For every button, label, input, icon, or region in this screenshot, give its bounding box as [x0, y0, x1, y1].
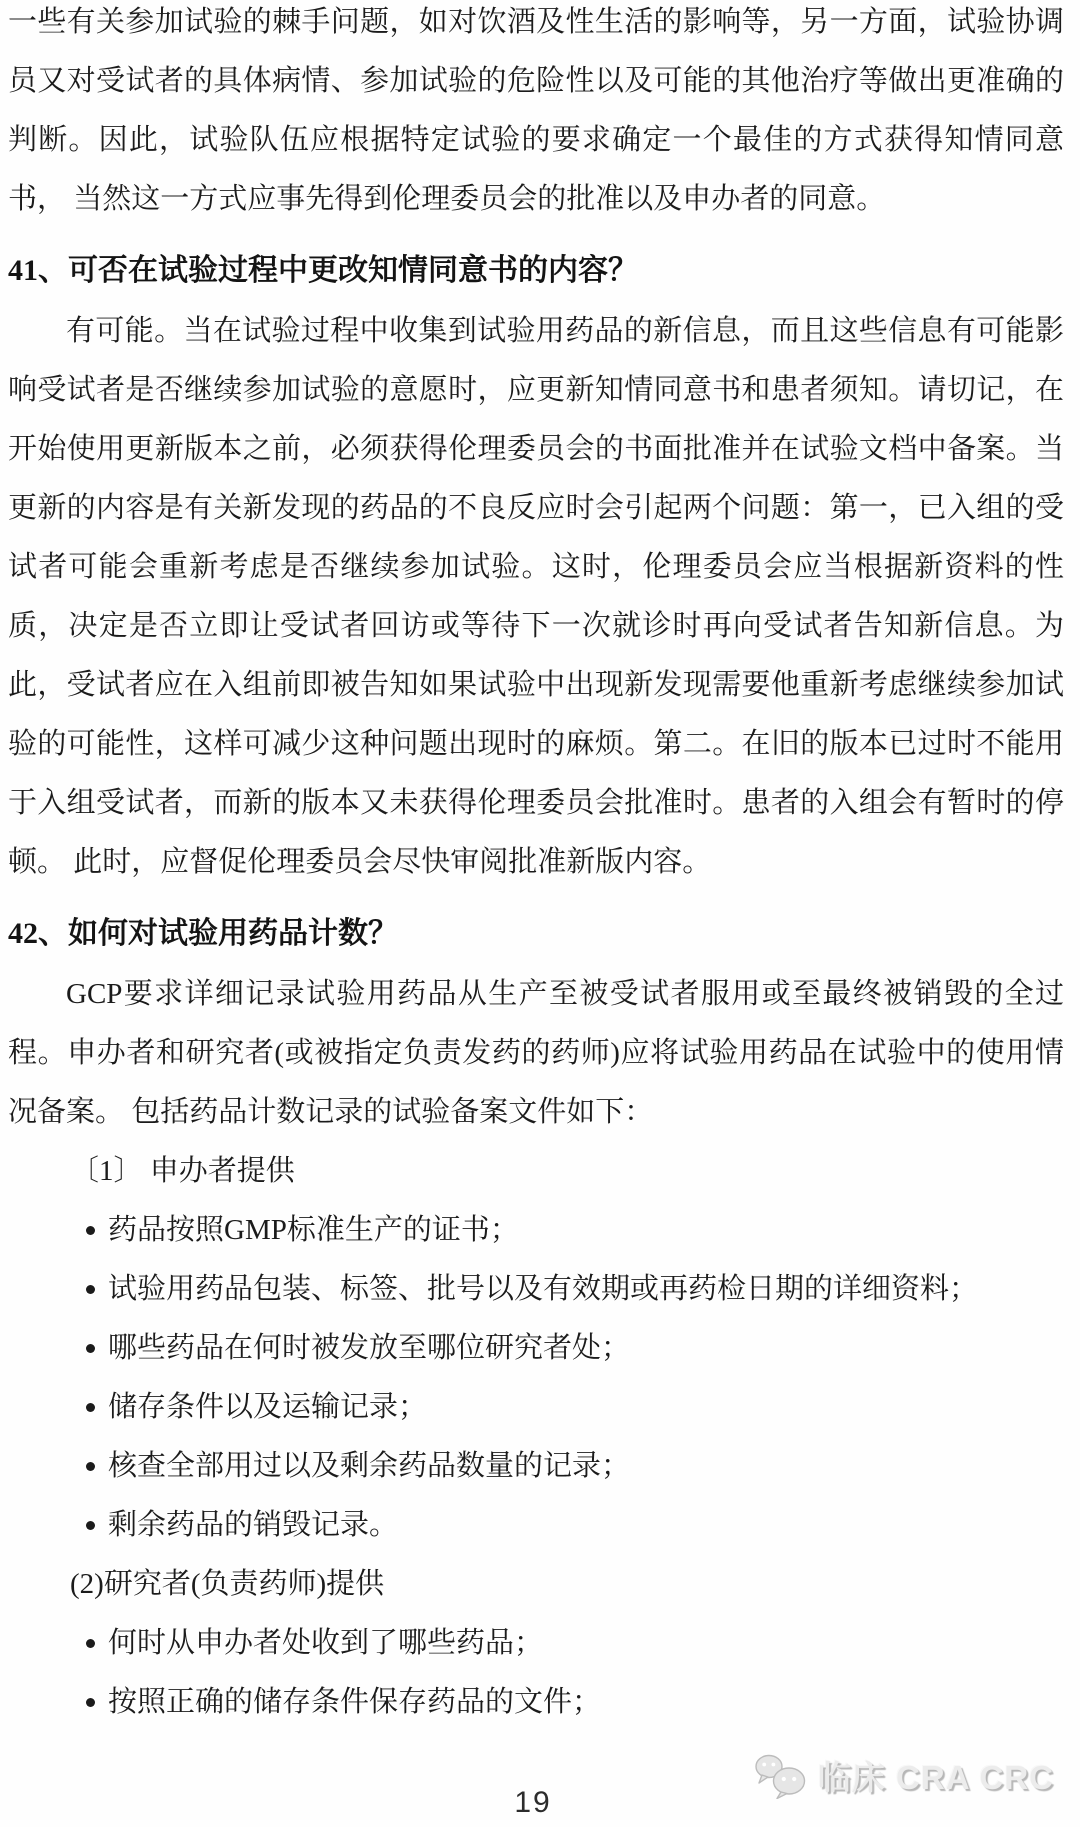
list-item-text: 储存条件以及运输记录； — [108, 1391, 428, 1423]
page-content — [8, 0, 1064, 1732]
paragraph: 一些有关参加试验的棘手问题，如对饮酒及性生活的影响等，另一方面，试验协调员又对受试者的具体病情、参加试验的危险性以及可能的其他治疗等做出更准确的判断。因此，试验队伍应根据特定试验的要求确定一个最佳的方式获得知情同意书， 当然这一方式应事先得到伦理委员会的批准以及申办者的同意。 — [8, 6, 1064, 215]
list-item — [8, 1201, 1064, 1260]
list-item — [8, 1260, 1064, 1319]
paragraph: 有可能。当在试验过程中收集到试验用药品的新信息，而且这些信息有可能影响受试者是否继续参加试验的意愿时，应更新知情同意书和患者须知。请切记，在开始使用更新版本之前，必须获得伦理委员会的书面批准并在试验文档中备案。当更新的内容是有关新发现的药品的不良反应时会引起两个问题：第一，已入组的受试者可能会重新考虑是否继续参加试验。这时，伦理委员会应当根据新资料的性质，决定是否立即让受试者回访或等待下一次就诊时再向受试者告知新信息。为此，受试者应在入组前即被告知如果试验中出现新发现需要他重新考虑继续参加试验的可能性，这样可减少这种问题出现时的麻烦。第二。在旧的版本已过时不能用于入组受试者，而新的版本又未获得伦理委员会批准时。患者的入组会有暂时的停顿。 此时，应督促伦理委员会尽快审阅批准新版内容。 — [8, 315, 1064, 878]
list-item — [8, 1673, 1064, 1732]
bullet-icon — [86, 1698, 95, 1707]
bullet-icon — [86, 1403, 95, 1412]
list-item-text: 按照正确的储存条件保存药品的文件； — [108, 1686, 602, 1718]
list-group-label: (2)研究者(负责药师)提供 — [70, 1568, 385, 1600]
list-item — [8, 1496, 1064, 1555]
list-item-text: 核查全部用过以及剩余药品数量的记录； — [108, 1450, 631, 1482]
list-item — [8, 1319, 1064, 1378]
bullet-icon — [86, 1639, 95, 1648]
bullet-icon — [86, 1285, 95, 1294]
list-item-text: 哪些药品在何时被发放至哪位研究者处； — [108, 1332, 631, 1364]
list-item-text: 剩余药品的销毁记录。 — [108, 1509, 399, 1541]
watermark-text: 临床 CRA CRC — [817, 1759, 1054, 1796]
list-item — [8, 1378, 1064, 1437]
list-group-label: 〔1〕 申办者提供 — [70, 1155, 295, 1187]
list-item-text: 何时从申办者处收到了哪些药品； — [108, 1627, 544, 1659]
question-heading: 41、可否在试验过程中更改知情同意书的内容？ — [8, 254, 638, 287]
list-item-text: 药品按照GMP标准生产的证书； — [108, 1214, 519, 1246]
list-item-text: 试验用药品包装、标签、批号以及有效期或再药检日期的详细资料； — [108, 1273, 979, 1305]
bullet-icon — [86, 1462, 95, 1471]
question-heading: 42、如何对试验用药品计数？ — [8, 917, 398, 950]
page-number: 19 — [514, 1786, 552, 1819]
list-item — [8, 1437, 1064, 1496]
bullet-icon — [86, 1226, 95, 1235]
bullet-icon — [86, 1521, 95, 1530]
list-item — [8, 1614, 1064, 1673]
paragraph: GCP要求详细记录试验用药品从生产至被受试者服用或至最终被销毁的全过程。申办者和研究者(或被指定负责发药的药师)应将试验用药品在试验中的使用情况备案。 包括药品计数记录的试验备案文件如下： — [8, 978, 1064, 1128]
bullet-icon — [86, 1344, 95, 1353]
